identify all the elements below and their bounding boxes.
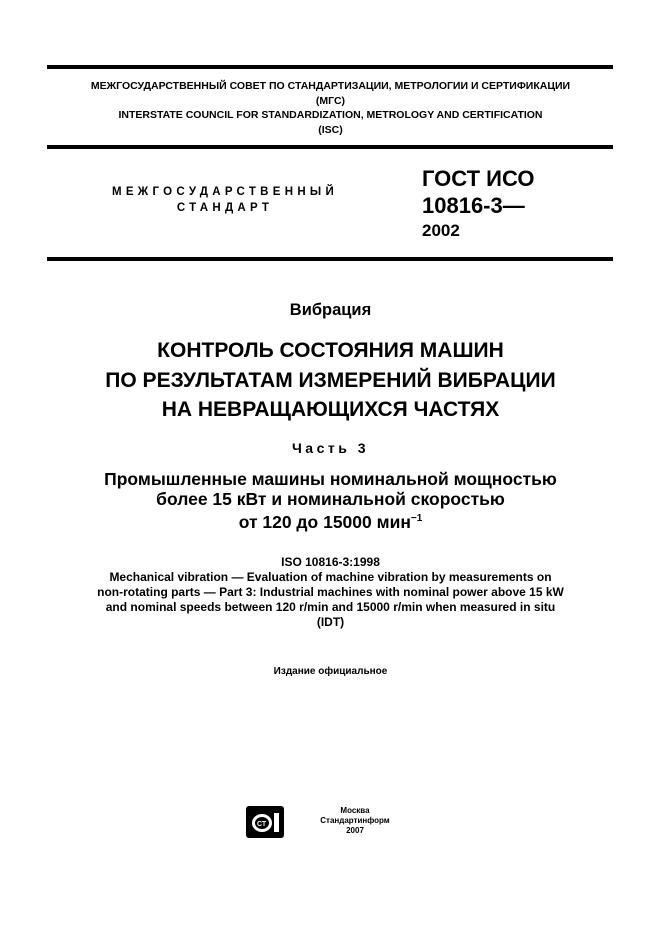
top-rule — [47, 65, 613, 69]
council-ru: МЕЖГОСУДАРСТВЕННЫЙ СОВЕТ ПО СТАНДАРТИЗАЦИИ, МЕТРОЛОГИИ И СЕРТИФИКАЦИИ — [90, 80, 571, 92]
designation-line2: 10816-3— — [422, 193, 525, 218]
document-title — [0, 336, 661, 425]
subtitle-line — [0, 509, 661, 532]
subtitle — [0, 470, 661, 532]
iso-line: (IDT) — [316, 615, 345, 629]
council-ru-abbr: (МГС) — [315, 94, 346, 107]
subtitle-line3-text: от 120 до 15000 мин — [238, 511, 411, 532]
designation-year: 2002 — [422, 221, 460, 240]
title-line: НА НЕВРАЩАЮЩИХСЯ ЧАСТЯХ — [161, 398, 500, 421]
designation-rule — [47, 257, 613, 261]
svg-text:СТ: СТ — [257, 821, 267, 828]
designation-line1: ГОСТ ИСО — [422, 166, 535, 191]
standartinform-logo-icon — [246, 806, 284, 838]
topic: Вибрация — [289, 301, 372, 319]
publisher-logo — [246, 806, 284, 838]
header-rule — [47, 145, 613, 149]
standard-type-line1: МЕЖГОСУДАРСТВЕННЫЙ — [111, 186, 339, 198]
subtitle-line: Промышленные машины номинальной мощностью — [104, 469, 557, 489]
publisher-year: 2007 — [346, 826, 364, 835]
standard-type — [95, 184, 355, 216]
iso-line: and nominal speeds between 120 r/min and 15000 r/min when measured in situ — [105, 600, 556, 614]
superscript: −1 — [410, 513, 423, 524]
edition: Издание официальное — [273, 666, 388, 677]
subtitle-line: более 15 кВт и номинальной скоростью — [156, 488, 505, 509]
standard-type-line2: СТАНДАРТ — [176, 202, 274, 214]
designation — [422, 165, 534, 243]
part-label: Часть 3 — [291, 440, 370, 456]
iso-line: Mechanical vibration — Evaluation of machine vibration by measurements on — [109, 570, 552, 584]
council-header — [0, 79, 661, 137]
title-line: КОНТРОЛЬ СОСТОЯНИЯ МАШИН — [157, 339, 504, 362]
iso-line: non-rotating parts — Part 3: Industrial machines with nominal power above 15 kW — [97, 585, 564, 599]
council-en: INTERSTATE COUNCIL FOR STANDARDIZATION, METROLOGY AND CERTIFICATION — [118, 109, 543, 121]
iso-reference — [0, 555, 661, 630]
title-line: ПО РЕЗУЛЬТАТАМ ИЗМЕРЕНИЙ ВИБРАЦИИ — [105, 368, 556, 392]
iso-line: ISO 10816-3:1998 — [281, 555, 380, 569]
publisher-city: Москва — [340, 806, 370, 815]
publisher-info — [310, 806, 400, 836]
publisher-name: Стандартинформ — [320, 816, 390, 825]
council-en-abbr: (ISC) — [318, 123, 343, 136]
